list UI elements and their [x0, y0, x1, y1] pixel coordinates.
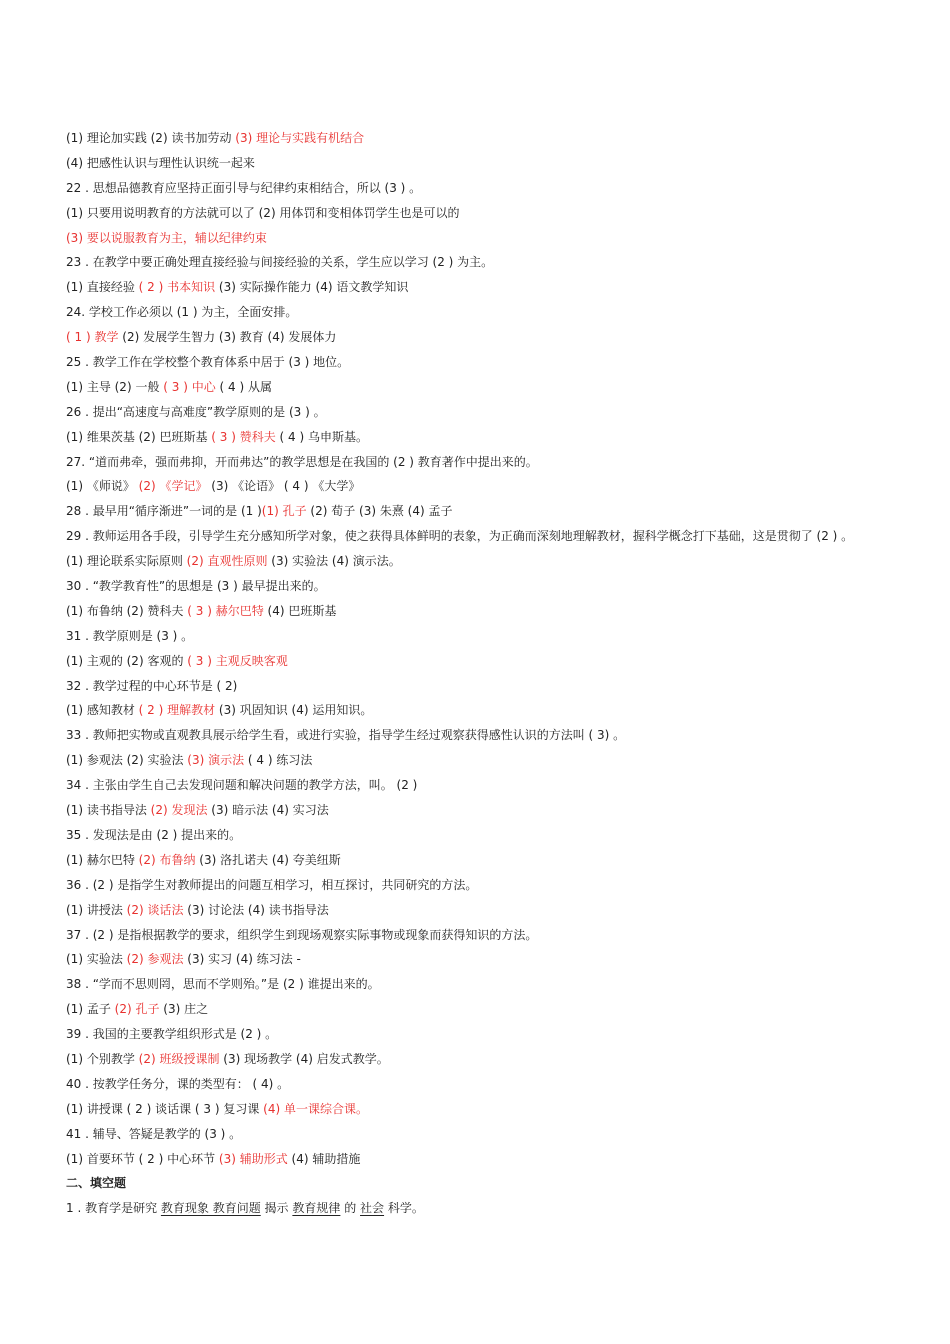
line-text: 23 . 在教学中要正确处理直接经验与间接经验的关系，学生应以学习 (2 ) 为主。	[66, 255, 494, 270]
answer-text: (2) 孔子	[114, 1002, 160, 1017]
answer-text: ( 1 ) 教学	[66, 330, 119, 345]
text-line	[66, 524, 926, 549]
line-text: (1) 讲授法	[66, 902, 127, 917]
line-text: (1) 讲授课 ( 2 ) 谈话课 ( 3 ) 复习课	[66, 1101, 264, 1116]
text-line	[66, 126, 926, 151]
line-text: (1) 理论联系实际原则	[66, 554, 187, 569]
line-text: (3) 实际操作能力 (4) 语文教学知识	[215, 280, 409, 295]
line-text: 二、填空题	[66, 1176, 127, 1191]
line-text: ( 4 ) 从属	[215, 379, 272, 394]
text-line	[66, 450, 926, 475]
line-text: (3) 《论语》 ( 4 ) 《大学》	[207, 479, 361, 494]
line-text: 32 . 教学过程的中心环节是 ( 2)	[66, 678, 238, 693]
line-text: (1) 布鲁纳 (2) 赞科夫	[66, 603, 188, 618]
line-text: (1) 赫尔巴特	[66, 852, 139, 867]
text-line	[66, 1196, 926, 1221]
text-line	[66, 275, 926, 300]
answer-text: (2) 谈话法	[126, 902, 184, 917]
text-line	[66, 674, 926, 699]
answer-text: (2) 直观性原则	[186, 554, 268, 569]
text-line	[66, 723, 926, 748]
line-text: (2) 荀子 (3) 朱熹 (4) 孟子	[306, 504, 453, 519]
answer-text: (2) 《学记》	[138, 479, 208, 494]
fill-blank-answer: 教育规律	[292, 1201, 341, 1216]
fill-blank-answer: 教育现象 教育问题	[160, 1201, 261, 1216]
text-line	[66, 300, 926, 325]
text-line	[66, 823, 926, 848]
line-text: 25 . 教学工作在学校整个教育体系中居于 (3 ) 地位。	[66, 355, 350, 370]
line-text: 29 . 教师运用各手段，引导学生充分感知所学对象，使之获得具体鲜明的表象，为正确而深刻地理解教材，握科学概念打下基础，这是贯彻了 (2 ) 。	[66, 529, 854, 544]
text-line	[66, 898, 926, 923]
text-line	[66, 201, 926, 226]
text-line	[66, 947, 926, 972]
text-line	[66, 1147, 926, 1172]
text-line	[66, 1097, 926, 1122]
line-text: 28 . 最早用“循序渐进”一词的是 (1 )	[66, 504, 262, 519]
answer-text: (4) 单一课综合课。	[263, 1101, 368, 1116]
line-text: (3) 巩固知识 (4) 运用知识。	[215, 703, 373, 718]
line-text: (3) 现场教学 (4) 启发式教学。	[219, 1051, 389, 1066]
text-line	[66, 923, 926, 948]
line-text: 41 . 辅导、答疑是教学的 (3 ) 。	[66, 1126, 242, 1141]
line-text: (1) 感知教材	[66, 703, 139, 718]
text-line	[66, 549, 926, 574]
answer-text: ( 3 ) 中心	[163, 379, 216, 394]
line-text: (1) 直接经验	[66, 280, 139, 295]
text-line	[66, 574, 926, 599]
line-text: 26 . 提出“高速度与高难度”教学原则的是 (3 ) 。	[66, 404, 326, 419]
line-text: 科学。	[384, 1201, 424, 1216]
text-line	[66, 748, 926, 773]
answer-text: (3) 演示法	[187, 753, 245, 768]
line-text: (1) 主导 (2) 一般	[66, 379, 164, 394]
text-line	[66, 250, 926, 275]
text-line	[66, 798, 926, 823]
line-text: 22 . 思想品德教育应坚持正面引导与纪律约束相结合，所以 (3 ) 。	[66, 180, 422, 195]
line-text: 揭示	[260, 1201, 293, 1216]
line-text: 34 . 主张由学生自己去发现问题和解决问题的教学方法，叫。 (2 )	[66, 778, 418, 793]
text-line	[66, 474, 926, 499]
text-line	[66, 400, 926, 425]
line-text: 38 . “学而不思则罔，思而不学则殆。”是 (2 ) 谁提出来的。	[66, 977, 380, 992]
line-text: 37 . (2 ) 是指根据教学的要求，组织学生到现场观察实际事物或现象而获得知识的方法。	[66, 927, 538, 942]
text-line	[66, 599, 926, 624]
answer-text: ( 3 ) 赞科夫	[211, 429, 276, 444]
line-text: ( 4 ) 乌申斯基。	[275, 429, 368, 444]
line-text: (3) 庄之	[159, 1002, 209, 1017]
line-text: (3) 实验法 (4) 演示法。	[267, 554, 401, 569]
line-text: 33 . 教师把实物或直观教具展示给学生看，或进行实验，指导学生经过观察获得感性认识的方法叫 ( 3) 。	[66, 728, 626, 743]
text-line	[66, 1047, 926, 1072]
line-text: 40 . 按教学任务分，课的类型有： ( 4) 。	[66, 1076, 290, 1091]
text-line	[66, 848, 926, 873]
answer-text: (2) 班级授课制	[138, 1051, 220, 1066]
line-text: (4) 把感性认识与理性认识统一起来	[66, 155, 255, 170]
answer-text: ( 2 ) 理解教材	[138, 703, 216, 718]
line-text: (1) 孟子	[66, 1002, 115, 1017]
line-text: 24. 学校工作必须以 (1 ) 为主，全面安排。	[66, 305, 298, 320]
answer-text: (2) 布鲁纳	[138, 852, 196, 867]
line-text: (2) 发展学生智力 (3) 教育 (4) 发展体力	[118, 330, 337, 345]
text-line	[66, 997, 926, 1022]
text-line	[66, 873, 926, 898]
answer-text: ( 3 ) 主观反映客观	[187, 653, 288, 668]
text-line	[66, 1022, 926, 1047]
line-text: (3) 洛扎诺夫 (4) 夸美纽斯	[195, 852, 341, 867]
text-line	[66, 226, 926, 251]
line-text: (1) 《师说》	[66, 479, 139, 494]
line-text: (1) 参观法 (2) 实验法	[66, 753, 188, 768]
line-text: (3) 讨论法 (4) 读书指导法	[183, 902, 329, 917]
line-text: (3) 暗示法 (4) 实习法	[207, 803, 329, 818]
answer-text: ( 2 ) 书本知识	[138, 280, 216, 295]
text-line	[66, 151, 926, 176]
text-line	[66, 350, 926, 375]
line-text: 27. “道而弗牵，强而弗抑，开而弗达”的教学思想是在我国的 (2 ) 教育著作中提出来的。	[66, 454, 538, 469]
text-line	[66, 375, 926, 400]
line-text: 31 . 教学原则是 (3 ) 。	[66, 628, 194, 643]
text-line	[66, 649, 926, 674]
line-text: (1) 读书指导法	[66, 803, 151, 818]
line-text: (1) 维果茨基 (2) 巴班斯基	[66, 429, 212, 444]
answer-text: (1) 孔子	[261, 504, 307, 519]
answer-text: (3) 要以说服教育为主，辅以纪律约束	[66, 230, 267, 245]
line-text: 36 . (2 ) 是指学生对教师提出的问题互相学习，相互探讨，共同研究的方法。	[66, 877, 478, 892]
text-line	[66, 624, 926, 649]
answer-text: (3) 辅助形式	[218, 1151, 288, 1166]
text-line	[66, 698, 926, 723]
line-text: (4) 巴班斯基	[263, 603, 337, 618]
line-text: 的	[340, 1201, 361, 1216]
document-body	[66, 126, 926, 1221]
line-text: (1) 个别教学	[66, 1051, 139, 1066]
text-line	[66, 425, 926, 450]
line-text: (4) 辅助措施	[287, 1151, 361, 1166]
text-line	[66, 972, 926, 997]
answer-text: (2) 参观法	[126, 952, 184, 967]
answer-text: ( 3 ) 赫尔巴特	[187, 603, 264, 618]
line-text: 1 . 教育学是研究	[66, 1201, 161, 1216]
line-text: 39 . 我国的主要教学组织形式是 (2 ) 。	[66, 1027, 278, 1042]
line-text: 30 . “教学教育性”的思想是 (3 ) 最早提出来的。	[66, 579, 326, 594]
text-line	[66, 176, 926, 201]
text-line	[66, 1122, 926, 1147]
line-text: 35 . 发现法是由 (2 ) 提出来的。	[66, 827, 242, 842]
answer-text: (2) 发现法	[150, 803, 208, 818]
line-text: (3) 实习 (4) 练习法 -	[183, 952, 301, 967]
line-text: (1) 只要用说明教育的方法就可以了 (2) 用体罚和变相体罚学生也是可以的	[66, 205, 460, 220]
line-text: ( 4 ) 练习法	[244, 753, 313, 768]
answer-text: (3) 理论与实践有机结合	[235, 131, 365, 145]
line-text: (1) 实验法	[66, 952, 127, 967]
line-text: (1) 主观的 (2) 客观的	[66, 653, 188, 668]
text-line	[66, 325, 926, 350]
section-heading	[66, 1171, 926, 1196]
text-line	[66, 773, 926, 798]
fill-blank-answer: 社会	[360, 1201, 385, 1216]
text-line	[66, 1072, 926, 1097]
line-text: (1) 首要环节 ( 2 ) 中心环节	[66, 1151, 219, 1166]
text-line	[66, 499, 926, 524]
line-text: (1) 理论加实践 (2) 读书加劳动	[66, 131, 236, 145]
